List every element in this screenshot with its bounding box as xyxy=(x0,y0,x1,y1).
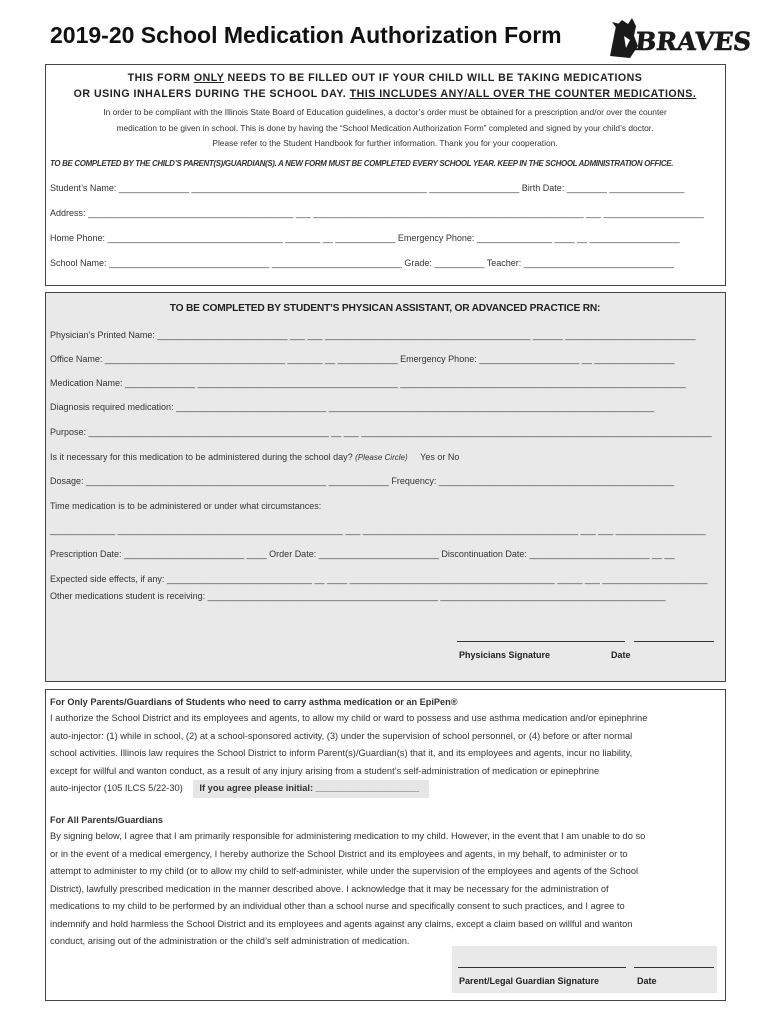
parent-signature-label: Parent/Legal Guardian Signature xyxy=(459,976,600,986)
address-field[interactable]: Address: _________________________________________ ___ ______________________________________________________ ___ ____________________ xyxy=(50,208,704,218)
notice-line-2: OR USING INHALERS DURING THE SCHOOL DAY. THIS INCLUDES ANY/ALL OVER THE COUNTER MEDICATIONS. xyxy=(73,88,697,100)
medication-name-field[interactable]: Medication Name: ______________ ________________________________________ _________________________________________________________ xyxy=(50,378,686,388)
info-line-2: medication to be given in school. This is done by having the “School Medication Authorization Form” completed and signed by your child’s doctor. xyxy=(116,123,654,133)
parent-instruction: TO BE COMPLETED BY THE CHILD’S PARENT(S)/GUARDIAN(S). A NEW FORM MUST BE COMPLETED EVERY SCHOOL YEAR. KEEP IN THE SCHOOL ADMINISTRATION OFFICE. xyxy=(50,159,674,168)
braves-logo xyxy=(608,16,753,60)
physician-date-line[interactable] xyxy=(634,641,714,642)
other-meds-field[interactable]: Other medications student is receiving: ______________________________________________ _____________________________________________ xyxy=(50,591,666,601)
parent-date-label: Date xyxy=(637,976,657,986)
parent-date-line[interactable] xyxy=(634,967,714,968)
asthma-paragraph: I authorize the School District and its employees and agents, to allow my child or ward to possess and use asthma medication and/or epinephrine auto-injector: (1) while in school, (2) at a school-sponsored activity, (3) under the supervision of school personnel, or (4) before or after normal school activities. Illinois law requires the School District to inform Parent(s)/Guardian(s) that it, and its employees and agents, incur no liability, except for willful and wanton conduct, as a result of any injury arising from a student’s self-administration of medication or epinephrine auto-injector (105 ILCS 5/22-30) If you agree please initial: ____________________ xyxy=(50,710,720,798)
home-phone-field[interactable]: Home Phone: ___________________________________ _______ __ ____________ Emergency Phone: _______________ ____ __ __________________ xyxy=(50,233,680,243)
student-name-field[interactable]: Student’s Name: ______________ _______________________________________________ __________________ Birth Date: ________ _______________ xyxy=(50,183,685,193)
dosage-field[interactable]: Dosage: ________________________________________________ ____________ Frequency: _______________________________________________ xyxy=(50,476,675,486)
parent-signature-line[interactable] xyxy=(458,967,626,968)
physician-section xyxy=(45,292,726,682)
diagnosis-field[interactable]: Diagnosis required medication: ______________________________ _________________________________________________________________ xyxy=(50,402,655,412)
physician-header: TO BE COMPLETED BY STUDENT’S PHYSICAN ASSISTANT, OR ADVANCED PRACTICE RN: xyxy=(169,303,601,314)
physician-date-label: Date xyxy=(611,650,631,660)
physician-signature-line[interactable] xyxy=(457,641,625,642)
initial-box[interactable]: If you agree please initial: ____________________ xyxy=(193,780,429,798)
side-effects-field[interactable]: Expected side effects, if any: _____________________________ __ ____ _________________________________________ _____ ___ _____________________ xyxy=(50,574,708,584)
asthma-header: For Only Parents/Guardians of Students who need to carry asthma medication or an EpiPen® xyxy=(50,697,458,707)
logo-text: BRAVES xyxy=(633,26,753,56)
office-name-field[interactable]: Office Name: ____________________________________ _______ __ ____________ Emergency Phone: ____________________ __ ________________ xyxy=(50,354,675,364)
purpose-field[interactable]: Purpose: ________________________________________________ __ ___ ______________________________________________________________________ xyxy=(50,427,712,437)
page-title: 2019-20 School Medication Authorization Form xyxy=(50,22,562,48)
physician-signature-label: Physicians Signature xyxy=(459,650,551,660)
all-parents-paragraph: By signing below, I agree that I am primarily responsible for administering medication to my child. However, in the event that I am unable to do so or in the event of a medical emergency, I hereby authorize the School District and its employees and agents, in my behalf, to administer or to attempt to administer to my child (or to allow my child to self-administer, while under the supervision of the employees and agents of the School District), lawfully prescribed medication in the manner described above. I acknowledge that it may be necessary for the administration of medications to my child to be performed by an individual other than a school nurse and specifically consent to such practices, and I agree to indemnify and hold harmless the School District and its employees and agents against any claims, except a claim based on willful and wanton conduct, arising out of the administration or the child’s self administration of medication. xyxy=(50,831,646,946)
info-line-3: Please refer to the Student Handbook for further information. Thank you for your cooperation. xyxy=(212,138,558,148)
time-label: Time medication is to be administered or under what circumstances: xyxy=(50,501,322,511)
necessary-question: Is it necessary for this medication to be administered during the school day? (Please Circle) Yes or No xyxy=(50,452,460,462)
notice-line-1: THIS FORM ONLY NEEDS TO BE FILLED OUT IF YOUR CHILD WILL BE TAKING MEDICATIONS xyxy=(127,72,643,84)
yes-no-choice[interactable]: Yes or No xyxy=(420,452,460,462)
time-field[interactable]: _____________ _____________________________________________ ___ ___________________________________________ ___ ___ __________________ xyxy=(50,525,706,535)
dates-field[interactable]: Prescription Date: ________________________ ____ Order Date: ________________________ Discontinuation Date: ________________________ __ __ xyxy=(50,549,675,559)
school-name-field[interactable]: School Name: ________________________________ __________________________ Grade: __________ Teacher: ______________________________ xyxy=(50,258,674,268)
info-line-1: In order to be compliant with the Illinois State Board of Education guidelines, a doctor’s order must be obtained for a prescription and/or over the counter xyxy=(103,107,667,117)
physician-name-field[interactable]: Physician’s Printed Name: __________________________ ___ ___ _________________________________________ ______ __________________________ xyxy=(50,330,696,340)
all-parents-header: For All Parents/Guardians xyxy=(50,815,163,825)
